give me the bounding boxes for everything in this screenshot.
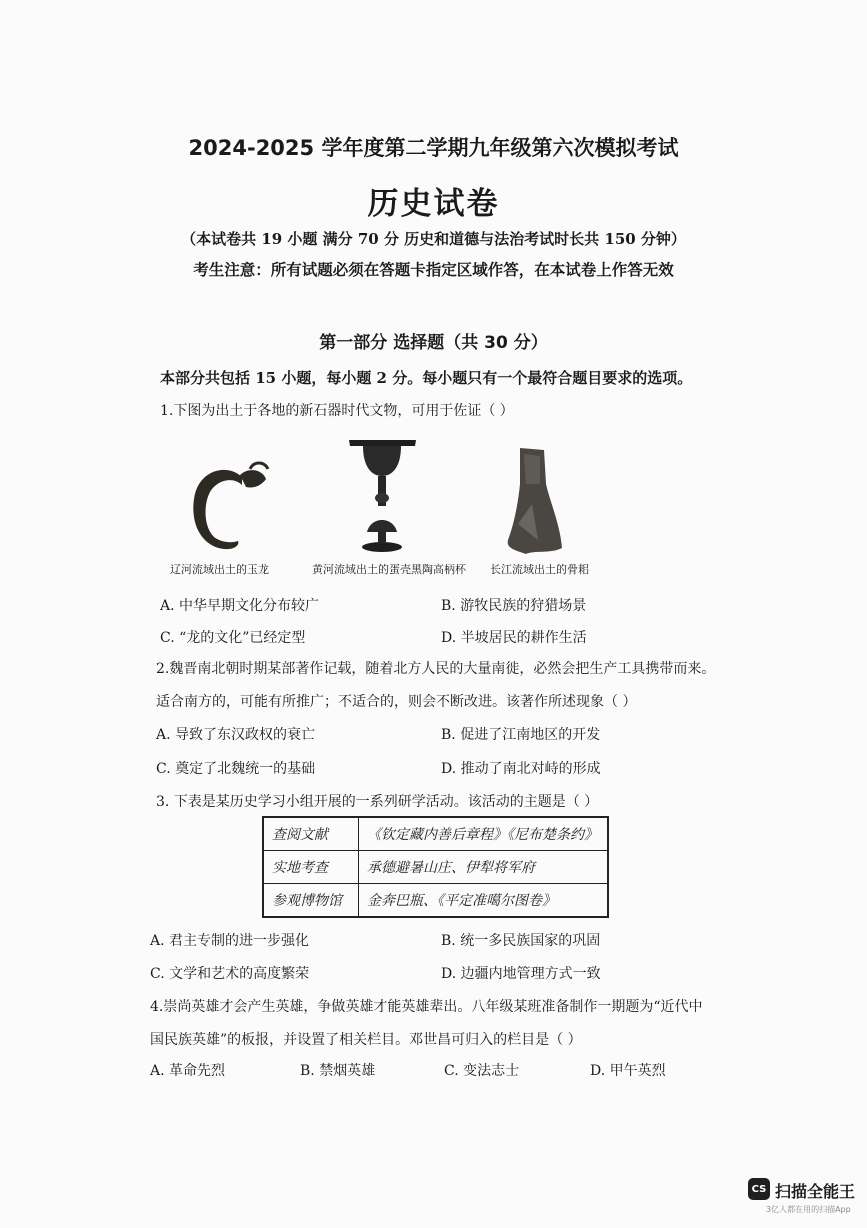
q2-stem-line2: 适合南方的，可能有所推广；不适合的，则会不断改进。该著作所述现象（ ）	[156, 694, 637, 710]
table-row	[263, 817, 608, 851]
table-cell-key: 参观博物馆	[263, 884, 359, 918]
q1-option-b: B. 游牧民族的狩猎场景	[441, 598, 587, 614]
q4-stem-line2: 国民族英雄”的板报，并设置了相关栏目。邓世昌可归入的栏目是（ ）	[150, 1032, 582, 1048]
section-intro: 本部分共包括 15 小题，每小题 2 分。每小题只有一个最符合题目要求的选项。	[160, 369, 693, 387]
q1-caption-bone-spade: 长江流域出土的骨耜	[490, 563, 589, 576]
q2-option-a: A. 导致了东汉政权的衰亡	[156, 727, 316, 743]
exam-notice: 考生注意：所有试题必须在答题卡指定区域作答，在本试卷上作答无效	[193, 261, 674, 279]
q4-stem-line1: 4.崇尚英雄才会产生英雄，争做英雄才能英雄辈出。八年级某班准备制作一期题为“近代中	[150, 999, 703, 1015]
jade-dragon-image	[180, 455, 270, 555]
q4-option-b: B. 禁烟英雄	[300, 1063, 376, 1079]
table-cell-key: 查阅文献	[263, 817, 359, 851]
q1-stem: 1.下图为出土于各地的新石器时代文物，可用于佐证（ ）	[160, 403, 514, 419]
camscanner-logo-icon: CS	[748, 1178, 770, 1200]
q4-option-d: D. 甲午英烈	[590, 1063, 666, 1079]
q4-option-c: C. 变法志士	[444, 1063, 520, 1079]
q3-study-table	[262, 816, 609, 918]
q2-stem-line1: 2.魏晋南北朝时期某部著作记载，随着北方人民的大量南徙，必然会把生产工具携带而来。	[156, 661, 716, 677]
table-row	[263, 851, 608, 884]
q3-stem: 3. 下表是某历史学习小组开展的一系列研学活动。该活动的主题是（ ）	[156, 794, 599, 810]
q3-option-c: C. 文学和艺术的高度繁荣	[150, 966, 310, 982]
q2-option-c: C. 奠定了北魏统一的基础	[156, 761, 316, 777]
section-title: 第一部分 选择题（共 30 分）	[319, 333, 548, 353]
q1-caption-pottery-cup: 黄河流域出土的蛋壳黑陶高柄杯	[312, 563, 466, 576]
q1-caption-jade-dragon: 辽河流域出土的玉龙	[170, 563, 269, 576]
q2-option-d: D. 推动了南北对峙的形成	[441, 761, 601, 777]
q2-option-b: B. 促进了江南地区的开发	[441, 727, 601, 743]
scanner-brand: 扫描全能王	[775, 1182, 856, 1201]
eggshell-black-pottery-cup-image	[345, 436, 420, 554]
table-cell-value: 金奔巴瓶、《平定准噶尔图卷》	[359, 884, 609, 918]
q3-option-a: A. 君主专制的进一步强化	[150, 933, 310, 949]
bone-spade-image	[504, 444, 564, 556]
q3-option-d: D. 边疆内地管理方式一致	[441, 966, 601, 982]
table-cell-value: 《钦定藏内善后章程》《尼布楚条约》	[359, 817, 609, 851]
q3-option-b: B. 统一多民族国家的巩固	[441, 933, 601, 949]
subject-title: 历史试卷	[367, 186, 500, 222]
q1-option-c: C. “龙的文化”已经定型	[160, 630, 306, 646]
q4-option-a: A. 革命先烈	[150, 1063, 226, 1079]
table-row	[263, 884, 608, 918]
q1-option-d: D. 半坡居民的耕作生活	[441, 630, 587, 646]
scanner-tagline: 3亿人都在用的扫描App	[766, 1205, 851, 1214]
exam-info: （本试卷共 19 小题 满分 70 分 历史和道德与法治考试时长共 150 分钟）	[181, 230, 686, 248]
q1-option-a: A. 中华早期文化分布较广	[160, 598, 320, 614]
table-cell-key: 实地考查	[263, 851, 359, 884]
exam-title: 2024-2025 学年度第二学期九年级第六次模拟考试	[188, 136, 679, 160]
table-cell-value: 承德避暑山庄、伊犁将军府	[359, 851, 609, 884]
